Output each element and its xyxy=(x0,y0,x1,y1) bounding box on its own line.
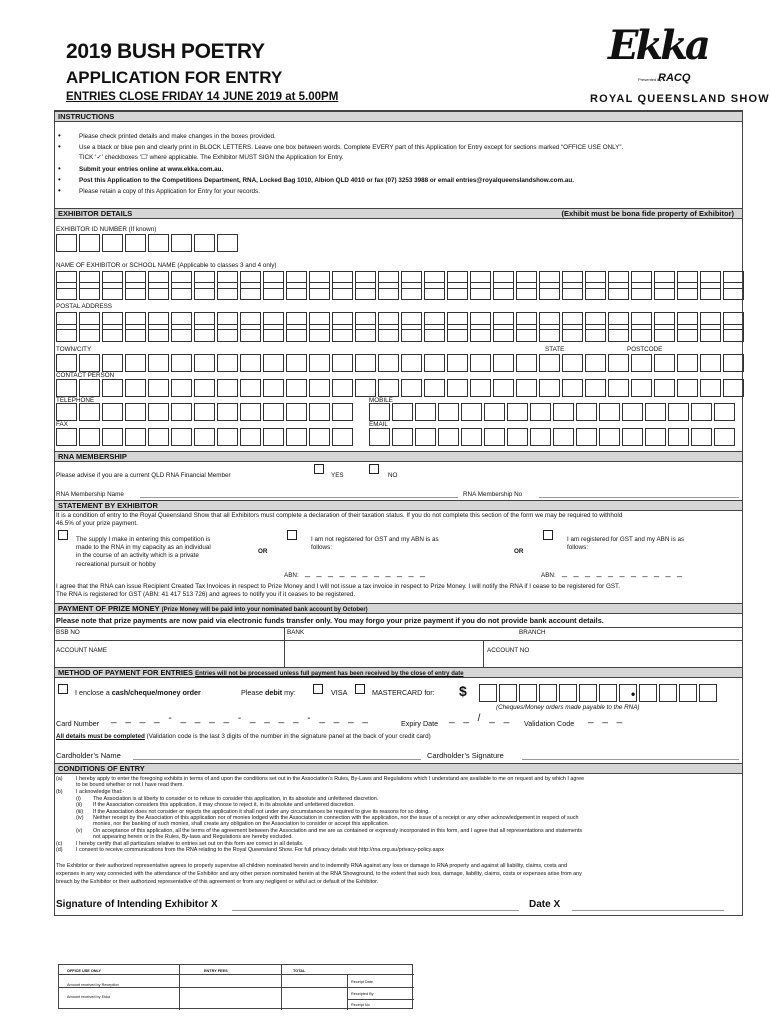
condition-b-iv-2: monies, nor the banking of such monies, shall create any obligation on the Association to consider or accept this application. xyxy=(93,821,390,827)
registered-checkbox[interactable] xyxy=(543,530,553,540)
instructions-heading: INSTRUCTIONS xyxy=(55,111,742,122)
mobile-boxes[interactable] xyxy=(369,403,737,421)
membership-name-label: RNA Membership Name xyxy=(56,491,124,498)
prize-notice: Please note that prize payments are now paid via electronic funds transfer only. You may forgo your prize payment if you do not provide bank account details. xyxy=(56,616,604,625)
instruction-item: TICK ‘✓’ checkboxes ‘☐’ where applicable. The Exhibitor MUST SIGN the Application for Entry. xyxy=(79,154,344,161)
card-number-label: Card Number xyxy=(56,719,100,728)
exhibitor-id-boxes[interactable] xyxy=(56,234,240,252)
application-form: INSTRUCTIONS • Please check printed details and make changes in the boxes provided. • Use a black or blue pen and clearly print in BLOCK LETTERS. Leave one box between words. Complete EVERY part of this Application for Entry except for sections marked “OFFICE USE ONLY”. TICK ‘✓’ checkboxes ‘☐’ where applicable. The Exhibitor MUST SIGN the Application for Entry. • Submit your entries online at www.ekka.com.au. • Post this Application to the Competitions Department, RNA, Locked Bag 1010, Albion QLD 4010 or fax (07) 3253 3988 or email entries@royalqueenslandshow.com.au. • Please retain a copy of this Application for Entry for your records. EXHIBITOR DETAILS (Exhibit must be bona fide property of Exhibitor) EXHIBITOR ID NUMBER (If known) NAME OF EXHIBITOR or SCHOOL NAME (Applicable to classes 3 and 4 only) POSTAL ADDRESS TOWN/CITY STATE POSTCODE CONTACT PERSON TELEPHONE MOBILE FAX EMAIL RNA MEMBERSHIP Please advise if you are a current QLD RNA Financial Member YES NO RNA Membership Name RNA Membership No STATEMENT BY EXHIBITOR It is a condition of entry to the Royal Queensland Show that all Exhibitors must complete a declaration of their taxation status. If you do not complete this section of the form we may be required to withhold 46.5% of your prize payment. The supply I make in entering this competition is made to the RNA in my capacity as an individual in the course of an activity which is a private recreational pursuit or hobby OR I am not registered for GST and my ABN is as follows: OR I am registered for GST and my ABN is as follows: ABN: _ _ _ _ _ _ _ _ _ _ _ ABN: _ _ _ _ _ _ _ _ _ _ _ I agree that the RNA can issue Recipient Created Tax Invoices in respect to Prize Money and I will not issue a tax invoice in respect to Prize Money. I will notify the RNA if I cease to be registered for GST. The RNA is registered for GST (ABN: 41 417 513 726) and agrees to notify you if it ceases to be registered. PAYMENT OF PRIZE MONEY (Prize Money will be paid into your nominated bank account by October) Please note that prize payments are now paid via electronic funds transfer only. You may forgo your prize payment if you do not provide bank account details. BSB NO BANK BRANCH ACCOUNT NAME ACCOUNT NO METHOD OF PAYMENT FOR ENTRIES Entries will not be processed unless full payment has been received by the close of entry date I enclose a cash/cheque/money order Please debit my: VISA MASTERCARD for: $ • (Cheques/Money orders made payable to the RNA) Card Number _ _ _ _ - _ _ _ _ - _ _ _ _ - _ _ _ _ Expiry Date _ _ / _ _ Validation Code _ _ _ All details must be completed (Validation code is the last 3 digits of the number in the signature panel at the back of your credit card) Cardholder’s Name Cardholder’s Signature CONDITIONS OF ENTRY (a) I hereby apply to enter the foregoing exhibits in terms of and upon the conditions set out in the Association’s Rules, By-Laws and Regulations which I understand are available to me on request and by which I agree to be bound whether or not I have read them. (b) I acknowledge that:- (i) The Association is at liberty to consider or to refuse to consider this application, in its absolute and unfettered discretion. (ii) If the Association considers this application, it may choose to reject it, in its absolute and unfettered discretion. (iii) If the Association does not consider or rejects the application it shall not under any circumstances be required to give its reasons for so doing. (iv) Neither receipt by the Association of this application nor of monies lodged with the Association in connection with the application, nor the issue of a receipt or any other acknowledgement in respect of such monies, nor the banking of such monies, shall create any obligation on the Association to consider or accept this application. (v) On acceptance of this application, all the terms of the agreement between the Association and me are as contained or expressly incorporated in this form, and I agree that all representations and statements not appearing herein or in the Rules, By-laws and Regulations are hereby excluded. (c) I hereby certify that all particulars relative to entries set out on this form are correct in all details. (d) I consent to receive communications from the RNA relating to the Royal Queensland Show. For full privacy details visit http://rna.org.au/privacy-policy.aspx The Exhibitor or their authorized representative agrees to properly supervise all children nominated herein and to indemnify RNA against any loss or damage to RNA property and against all liability, claims, costs and expenses in any way connected with the attendance of the Exhibitor and any other person nominated herein at the RNA Showground, to the extent that such loss, damage, liability, claims, costs or expenses arise from any breach by the Exhibitor or their authorized representative of this agreement or from any negligent or wilful act or default of the Exhibitor. Signature of Intending Exhibitor X Date X xyxy=(54,110,743,916)
office-use-label: OFFICE USE ONLY xyxy=(67,969,102,973)
town-boxes[interactable] xyxy=(56,354,746,372)
member-no-checkbox[interactable] xyxy=(369,464,379,474)
indemnity-1: The Exhibitor or their authorized representative agrees to properly supervise all children nominated herein and to indemnify RNA against any loss or damage to RNA property and against all liability, claims, costs and xyxy=(56,863,568,869)
cardholder-signature-label: Cardholder’s Signature xyxy=(427,751,504,760)
condition-b-v-2: not appearing herein or in the Rules, By-laws and Regulations are hereby excluded. xyxy=(93,834,293,840)
divider xyxy=(55,640,742,641)
telephone-boxes[interactable] xyxy=(56,403,355,421)
condition-c: I hereby certify that all particulars relative to entries set out on this form are correct in all details. xyxy=(76,841,304,847)
expiry-label: Expiry Date xyxy=(401,719,439,728)
agree-rcti: I agree that the RNA can issue Recipient Created Tax Invoices in respect to Prize Money and I will not issue a tax invoice in respect to Prize Money. I will notify the RNA if I cease to be registered for GST. xyxy=(56,583,620,590)
option-hobby-4: recreational pursuit or hobby xyxy=(76,561,156,568)
divider xyxy=(284,627,285,667)
or-label: OR xyxy=(514,548,524,555)
account-no-label: ACCOUNT NO xyxy=(487,647,530,654)
condition-a: I hereby apply to enter the foregoing exhibits in terms of and upon the conditions set out in the Association’s Rules, By-Laws and Regulations which I understand are available to me on request and by which I agree xyxy=(76,776,585,782)
option-registered-2: follows: xyxy=(567,544,588,551)
postal-address-boxes-2[interactable] xyxy=(56,324,746,342)
debit-label: Please debit my: xyxy=(241,688,296,697)
exhibitor-name-boxes-2[interactable] xyxy=(56,282,746,300)
entry-fees-label: ENTRY FEES xyxy=(204,969,228,973)
fax-boxes[interactable] xyxy=(56,428,355,446)
date-label: Date X xyxy=(529,899,561,910)
cash-cheque-checkbox[interactable] xyxy=(58,684,68,694)
instruction-item: Use a black or blue pen and clearly print in BLOCK LETTERS. Leave one box between words. Complete EVERY part of this Application for Entry except for sections marked “OFFICE USE ONLY”. xyxy=(79,144,624,151)
exhibitor-id-label: EXHIBITOR ID NUMBER (If known) xyxy=(56,226,157,233)
form-subtitle: APPLICATION FOR ENTRY xyxy=(66,68,283,87)
validation-label: Validation Code xyxy=(524,719,575,728)
royal-queensland-show: ROYAL QUEENSLAND SHOW xyxy=(590,93,770,105)
condition-d: I consent to receive communications from the RNA relating to the Royal Queensland Show. For full privacy details visit http://rna.org.au/privacy-policy.aspx xyxy=(76,847,444,853)
condition-b-i: The Association is at liberty to consider or to refuse to consider this application, in its absolute and unfettered discretion. xyxy=(93,796,379,802)
abn-entry-1[interactable]: _ _ _ _ _ _ _ _ _ _ _ xyxy=(305,567,428,577)
indemnity-2: expenses in any way connected with the attendance of the Exhibitor and any other person nominated herein at the RNA Showground, to the extent that such loss, damage, liability, claims, costs or expenses arise from any xyxy=(56,871,582,877)
email-boxes[interactable] xyxy=(369,428,737,446)
expiry-entry[interactable]: _ _ / _ _ xyxy=(449,713,513,724)
divider xyxy=(55,627,742,628)
mastercard-checkbox[interactable] xyxy=(355,684,365,694)
email-label: EMAIL xyxy=(369,421,388,428)
condition-b-iv: Neither receipt by the Association of this application nor of monies lodged with the Association in connection with the application, nor the issue of a receipt or any other acknowledgement in respect of such xyxy=(93,815,579,821)
membership-no-line[interactable] xyxy=(539,497,739,498)
validation-entry[interactable]: _ _ _ xyxy=(588,713,626,724)
abn-label: ABN: xyxy=(284,572,299,579)
option-not-registered-2: follows: xyxy=(311,544,332,551)
dollar-sign: $ xyxy=(459,683,467,699)
total-label: TOTAL xyxy=(293,969,306,973)
receipt-date-label: Receipt Date xyxy=(351,980,373,984)
exhibitor-name-label: NAME OF EXHIBITOR or SCHOOL NAME (Applicable to classes 3 and 4 only) xyxy=(56,262,277,269)
condition-b-iii: If the Association does not consider or rejects the application it shall not under any circumstances be required to give its reasons for so doing. xyxy=(93,809,430,815)
postcode-label: POSTCODE xyxy=(627,346,663,353)
cheques-payable-note: (Cheques/Money orders made payable to the RNA) xyxy=(496,704,640,711)
signature-label: Signature of Intending Exhibitor X xyxy=(56,899,218,910)
divider xyxy=(483,640,484,667)
option-hobby-3: in the course of an activity which is a private xyxy=(76,552,199,559)
bsb-label: BSB NO xyxy=(56,629,80,636)
option-registered: I am registered for GST and my ABN is as xyxy=(567,536,685,543)
all-details-note: All details must be completed (Validation code is the last 3 digits of the number in the signature panel at the back of your credit card) xyxy=(56,733,431,740)
ekka-wordmark: Ekka xyxy=(608,22,708,69)
signature-line[interactable] xyxy=(232,910,519,911)
branch-label: BRANCH xyxy=(519,629,546,636)
decimal-point: • xyxy=(631,687,636,701)
condition-b: I acknowledge that:- xyxy=(76,789,125,795)
condition-b-ii: If the Association considers this application, it may choose to reject it, in its absolute and unfettered discretion. xyxy=(93,802,355,808)
condition-a-2: to be bound whether or not I have read them. xyxy=(76,782,184,788)
rna-gst-note: The RNA is registered for GST (ABN: 41 417 513 726) and agrees to notify you if it ceases to be registered. xyxy=(56,591,356,598)
yes-label: YES xyxy=(331,472,344,479)
condition-b-v: On acceptance of this application, all the terms of the agreement between the Association and me are as contained or expressly incorporated in this form, and I agree that all representations and statements xyxy=(93,828,583,834)
member-yes-checkbox[interactable] xyxy=(314,464,324,474)
option-hobby-1: The supply I make in entering this competition is xyxy=(76,536,211,543)
not-registered-checkbox[interactable] xyxy=(287,530,297,540)
statement-intro-2: 46.5% of your prize payment. xyxy=(56,520,138,527)
instruction-item: Post this Application to the Competitions Department, RNA, Locked Bag 1010, Albion QLD 4010 or fax (07) 3253 3988 or email entries@royalqueenslandshow.com.au. xyxy=(79,177,574,184)
receipt-no-label: Receipt No xyxy=(351,1003,370,1007)
contact-person-label: CONTACT PERSON xyxy=(56,372,115,379)
date-line[interactable] xyxy=(572,910,724,911)
statement-heading: STATEMENT BY EXHIBITOR xyxy=(55,500,742,511)
abn-label: ABN: xyxy=(541,572,556,579)
membership-name-line[interactable] xyxy=(140,497,458,498)
postal-address-label: POSTAL ADDRESS xyxy=(56,303,112,310)
racq-logo: RACQ xyxy=(658,72,691,84)
account-name-label: ACCOUNT NAME xyxy=(56,647,107,654)
telephone-label: TELEPHONE xyxy=(56,397,95,404)
payment-method-heading: METHOD OF PAYMENT FOR ENTRIES Entries will not be processed unless full payment has been received by the close of entry date xyxy=(55,667,742,678)
entries-close-date: ENTRIES CLOSE FRIDAY 14 JUNE 2019 at 5.00PM xyxy=(66,91,339,103)
indemnity-3: breach by the Exhibitor or their authorized representative of this agreement or from any negligent or wilful act or default of the Exhibitor. xyxy=(56,879,379,885)
received-ekka-label: Amount received by Ekka xyxy=(67,995,111,999)
enclose-label: I enclose a cash/cheque/money order xyxy=(75,688,201,697)
ekka-logo xyxy=(590,22,770,112)
abn-entry-2[interactable]: _ _ _ _ _ _ _ _ _ _ _ xyxy=(562,567,685,577)
mobile-label: MOBILE xyxy=(369,397,393,404)
or-label: OR xyxy=(258,548,268,555)
hobby-checkbox[interactable] xyxy=(58,530,68,540)
instruction-item: Please retain a copy of this Application for Entry for your records. xyxy=(79,188,260,195)
receipted-by-label: Receipted By xyxy=(351,992,374,996)
prize-money-heading: PAYMENT OF PRIZE MONEY (Prize Money will be paid into your nominated bank account by October) xyxy=(55,603,742,614)
card-number-entry[interactable]: _ _ _ _ - _ _ _ _ - _ _ _ _ - _ _ _ _ xyxy=(111,713,371,724)
statement-intro: It is a condition of entry to the Royal Queensland Show that all Exhibitors must complete a declaration of their taxation status. If you do not complete this section of the form we may be required to withhold xyxy=(56,512,623,519)
no-label: NO xyxy=(388,472,398,479)
form-title: 2019 BUSH POETRY xyxy=(66,40,265,63)
fax-label: FAX xyxy=(56,421,68,428)
received-reception-label: Amount received by Reception xyxy=(67,983,119,987)
office-use-box xyxy=(58,964,413,1009)
contact-person-boxes[interactable] xyxy=(56,379,746,397)
visa-checkbox[interactable] xyxy=(313,684,323,694)
cardholder-name-label: Cardholder’s Name xyxy=(56,751,121,760)
mastercard-label: MASTERCARD for: xyxy=(372,688,435,697)
conditions-heading: CONDITIONS OF ENTRY xyxy=(55,763,742,774)
bank-label: BANK xyxy=(287,629,305,636)
instruction-item: Please check printed details and make changes in the boxes provided. xyxy=(79,133,276,140)
town-label: TOWN/CITY xyxy=(56,346,92,353)
rna-membership-heading: RNA MEMBERSHIP xyxy=(55,451,742,462)
presented-by: Presented by xyxy=(638,77,662,82)
option-hobby-2: made to the RNA in my capacity as an individual xyxy=(76,544,211,551)
state-label: STATE xyxy=(545,346,565,353)
membership-no-label: RNA Membership No xyxy=(463,491,523,498)
option-not-registered: I am not registered for GST and my ABN is as xyxy=(311,536,439,543)
cardholder-name-line[interactable] xyxy=(133,759,421,760)
visa-label: VISA xyxy=(331,688,348,697)
amount-boxes[interactable] xyxy=(479,684,719,702)
instruction-item: Submit your entries online at www.ekka.com.au. xyxy=(79,166,224,173)
exhibitor-details-heading: EXHIBITOR DETAILS (Exhibit must be bona fide property of Exhibitor) xyxy=(55,208,742,219)
cardholder-signature-line[interactable] xyxy=(522,759,739,760)
membership-question: Please advise if you are a current QLD RNA Financial Member xyxy=(56,472,231,479)
